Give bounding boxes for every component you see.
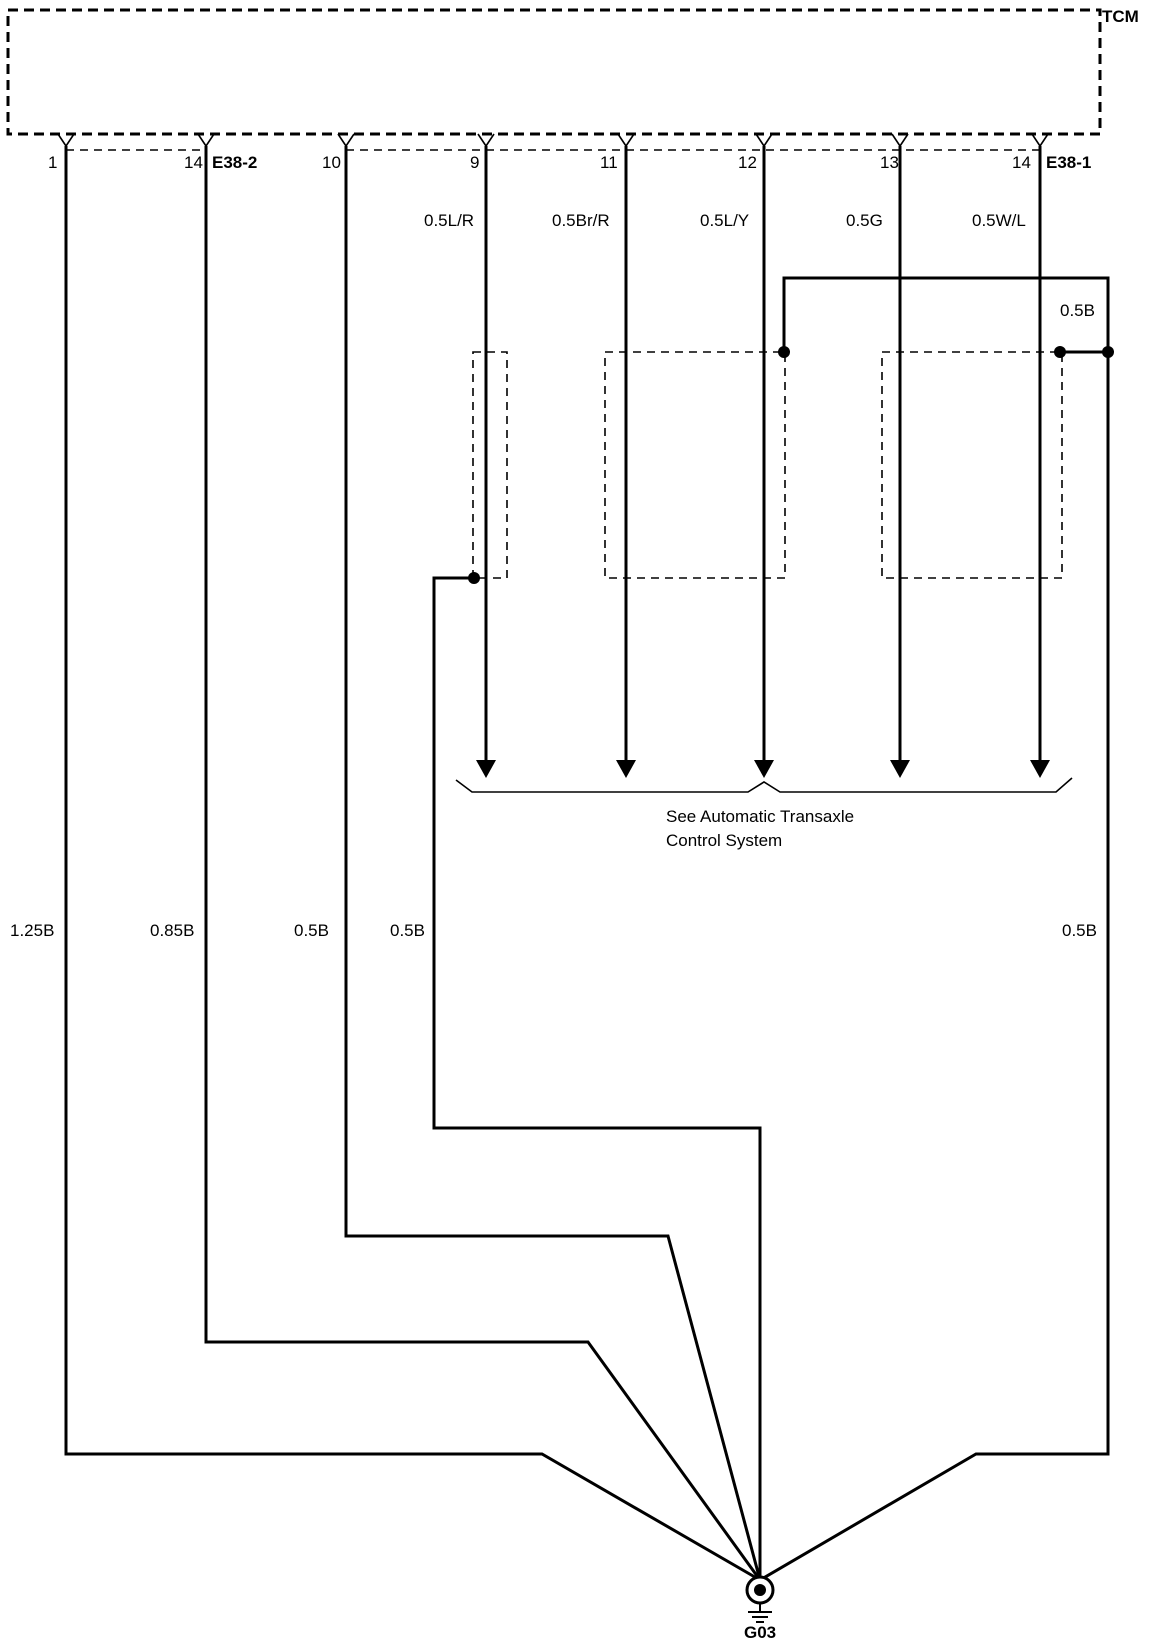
shield-wire-right	[760, 352, 1108, 1580]
pin-14a-label: 14	[184, 153, 203, 172]
terminal-11	[618, 134, 634, 146]
wire-11-arrow	[616, 760, 636, 778]
connector-e38-2-label: E38-2	[212, 153, 258, 172]
terminal-14a	[198, 134, 214, 146]
ground-symbol-icon	[747, 1577, 773, 1622]
ground-wire-1	[66, 146, 760, 1580]
wire-13-arrow	[890, 760, 910, 778]
shield-right-color: 0.5B	[1062, 921, 1097, 940]
wire-11-color: 0.5Br/R	[552, 211, 610, 230]
reference-line-1: See Automatic Transaxle	[666, 807, 855, 826]
splice-shield-11-12	[778, 346, 790, 358]
terminal-pins	[58, 134, 1048, 146]
ground-wire-14a	[206, 146, 760, 1580]
wire-12-arrow	[754, 760, 774, 778]
pin-12-label: 12	[738, 153, 757, 172]
wire-13-color: 0.5G	[846, 211, 883, 230]
terminal-14b	[1032, 134, 1048, 146]
shield-box-11-12	[605, 352, 785, 578]
terminal-10	[338, 134, 354, 146]
shield-top-color: 0.5B	[1060, 301, 1095, 320]
reference-line-2: Control System	[666, 831, 783, 850]
shield-left-color: 0.5B	[390, 921, 425, 940]
splice-shield-9	[468, 572, 480, 584]
pin-10-label: 10	[322, 153, 341, 172]
wire-9-arrow	[476, 760, 496, 778]
wire-12-color: 0.5L/Y	[700, 211, 750, 230]
shield-box-13-14	[882, 352, 1062, 578]
pin-13-label: 13	[880, 153, 899, 172]
splice-shield-junction	[1102, 346, 1114, 358]
ground-wires	[66, 146, 1108, 1580]
pin-1-label: 1	[48, 153, 58, 172]
wire-9-color: 0.5L/R	[424, 211, 475, 230]
wire-10-color: 0.5B	[294, 921, 329, 940]
tcm-label: TCM	[1102, 7, 1139, 26]
shield-box-9	[473, 352, 507, 578]
terminal-9	[478, 134, 494, 146]
wire-1-color: 1.25B	[10, 921, 55, 940]
terminal-13	[892, 134, 908, 146]
ground-wire-10	[346, 146, 760, 1580]
connector-e38-1-label: E38-1	[1046, 153, 1092, 172]
terminal-1	[58, 134, 74, 146]
shield-wire-left	[434, 578, 760, 1580]
signal-wires	[476, 146, 1050, 778]
tcm-module-box	[8, 10, 1100, 134]
pin-14b-label: 14	[1012, 153, 1031, 172]
pin-11-label: 11	[600, 153, 618, 172]
terminal-12	[756, 134, 772, 146]
reference-bracket	[456, 778, 1072, 792]
ground-label: G03	[744, 1623, 777, 1640]
wire-14a-color: 0.85B	[150, 921, 195, 940]
wire-14b-arrow	[1030, 760, 1050, 778]
splice-shield-13-14	[1054, 346, 1066, 358]
pin-9-label: 9	[470, 153, 480, 172]
wire-14b-color: 0.5W/L	[972, 211, 1026, 230]
